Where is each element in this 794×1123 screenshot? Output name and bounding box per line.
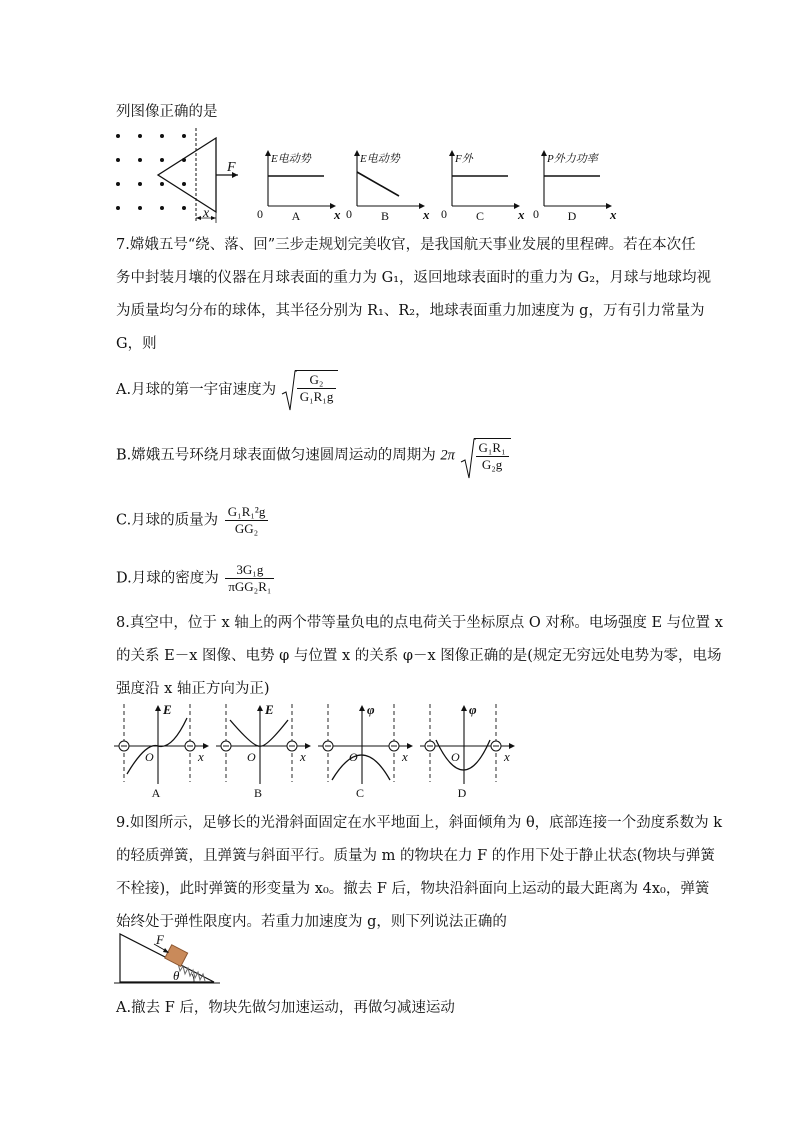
q9-incline-figure [114, 930, 224, 986]
q6-x-axis-label-D: x [610, 207, 617, 222]
q8-curve-D [436, 740, 490, 770]
q7-option-c [116, 504, 270, 537]
q7-a-numerator: G₂ [309, 372, 324, 387]
q6-origin-label-A: 0 [257, 207, 263, 221]
q8-x-label-C: x [402, 749, 408, 764]
q6-curve-B [357, 172, 399, 196]
q6-force-label: F [227, 160, 236, 175]
sqrt-symbol [281, 370, 339, 410]
q8-x-label-B: x [300, 749, 306, 764]
q8-x-label-D: x [504, 749, 510, 764]
q7-stem-line-1: 7.嫦娥五号“绕、落、回”三步走规划完美收官，是我国航天事业发展的里程碑。若在本次任 [116, 237, 696, 253]
q9-stem-line-3: 不栓接)，此时弹簧的形变量为 x₀。撤去 F 后，物块沿斜面向上运动的最大距离为 4x₀，弹簧 [116, 881, 710, 897]
q9-stem-line-1: 9.如图所示，足够长的光滑斜面固定在水平地面上，斜面倾角为 θ，底部连接一个劲度系数为 k [116, 815, 723, 831]
q7-option-a [116, 370, 338, 410]
q6-stem-tail: 列图像正确的是 [116, 104, 218, 120]
q8-option-label-A: A [151, 786, 161, 798]
q6-origin-label-D: 0 [533, 207, 539, 221]
q8-graph-C [318, 702, 418, 798]
q6-x-label: x [203, 206, 210, 221]
q7-d-fraction [225, 562, 274, 595]
q6-option-label-A: A [291, 209, 301, 223]
q7-c-denominator: GG₂ [225, 520, 269, 537]
q7-c-numerator: G₁R₁²g [227, 504, 266, 519]
q8-curve-B [230, 720, 288, 746]
q8-option-label-D: D [457, 786, 467, 798]
q8-graph-D [420, 702, 520, 798]
q6-axis-label-A: E电动势 [271, 153, 311, 165]
q7-option-d [116, 562, 276, 595]
q6-origin-label-B: 0 [346, 207, 352, 221]
q8-curve-C [332, 755, 390, 780]
q7-stem-line-2: 务中封装月壤的仪器在月球表面的重力为 G₁，返回地球表面时的重力为 G₂，月球与地球均视 [116, 270, 712, 286]
q9-option-a: A.撤去 F 后，物块先做匀加速运动，再做匀减速运动 [116, 1000, 455, 1016]
q8-stem-line-1: 8.真空中，位于 x 轴上的两个带等量负电的点电荷关于坐标原点 O 对称。电场强度 E 与位置 x [116, 615, 723, 631]
q7-a-denominator: G₁R₁g [297, 388, 337, 405]
q8-origin-label-C: O [349, 750, 358, 764]
q8-origin-label-D: O [451, 750, 460, 764]
q6-option-label-C: C [475, 209, 485, 223]
q6-x-axis-label-C: x [518, 207, 525, 222]
q6-graph-D [532, 146, 622, 226]
q7-stem-line-4: G，则 [116, 336, 157, 352]
q8-y-label-A: E [163, 702, 172, 717]
q6-field-figure [112, 128, 242, 228]
q6-graph-A [256, 146, 346, 226]
q7-b-numerator: G₁R₁ [478, 440, 506, 455]
sqrt-symbol [460, 438, 511, 473]
q8-origin-label-A: O [145, 750, 154, 764]
q8-y-label-B: E [265, 702, 274, 717]
triangle-loop [158, 138, 216, 212]
q8-option-label-C: C [355, 786, 365, 798]
q8-x-label-A: x [198, 749, 204, 764]
two-pi: 2π [440, 447, 455, 464]
q6-axis-label-D: P外力功率 [547, 153, 598, 165]
q9-force-label: F [156, 932, 164, 947]
q6-axis-label-C: F外 [455, 153, 473, 165]
q6-graph-B [345, 146, 435, 226]
field-dots [116, 134, 186, 210]
q6-x-axis-label-B: x [423, 207, 430, 222]
block [165, 945, 188, 967]
q7-d-denominator: πGG₂R₁ [225, 578, 274, 595]
q7-stem-line-3: 为质量均匀分布的球体，其半径分别为 R₁、R₂，地球表面重力加速度为 g，万有引力常量为 [116, 303, 705, 319]
q7-c-fraction [225, 504, 269, 537]
q6-option-label-B: B [380, 209, 390, 223]
q6-graph-C [440, 146, 530, 226]
q8-option-label-B: B [253, 786, 263, 798]
q8-graph-A [114, 702, 214, 798]
q8-y-label-C: φ [367, 702, 375, 717]
q8-stem-line-2: 的关系 E－x 图像、电势 φ 与位置 x 的关系 φ－x 图像正确的是(规定无穷远处电势为零，电场 [116, 648, 722, 664]
q6-origin-label-C: 0 [441, 207, 447, 221]
q9-angle-label: θ [173, 968, 180, 983]
q8-y-label-D: φ [469, 702, 477, 717]
q7-option-b-label: B.嫦娥五号环绕月球表面做匀速圆周运动的周期为 [116, 447, 436, 464]
q9-stem-line-2: 的轻质弹簧，且弹簧与斜面平行。质量为 m 的物块在力 F 的作用下处于静止状态(物块与弹簧 [116, 848, 715, 864]
q9-stem-line-4: 始终处于弹性限度内。若重力加速度为 g，则下列说法正确的 [116, 914, 507, 930]
q8-stem-line-3: 强度沿 x 轴正方向为正) [116, 681, 270, 697]
q6-x-axis-label-A: x [334, 207, 341, 222]
q7-b-denominator: G₂g [476, 456, 509, 473]
q7-option-c-label: C.月球的质量为 [116, 512, 219, 529]
q6-option-label-D: D [567, 209, 577, 223]
q8-graph-B [216, 702, 316, 798]
q7-d-numerator: 3G₁g [236, 562, 264, 577]
q7-option-b [116, 438, 511, 473]
q7-option-d-label: D.月球的密度为 [116, 570, 219, 587]
q8-origin-label-B: O [247, 750, 256, 764]
q6-axis-label-B: E电动势 [360, 153, 400, 165]
q7-option-a-label: A.月球的第一宇宙速度为 [116, 382, 277, 398]
